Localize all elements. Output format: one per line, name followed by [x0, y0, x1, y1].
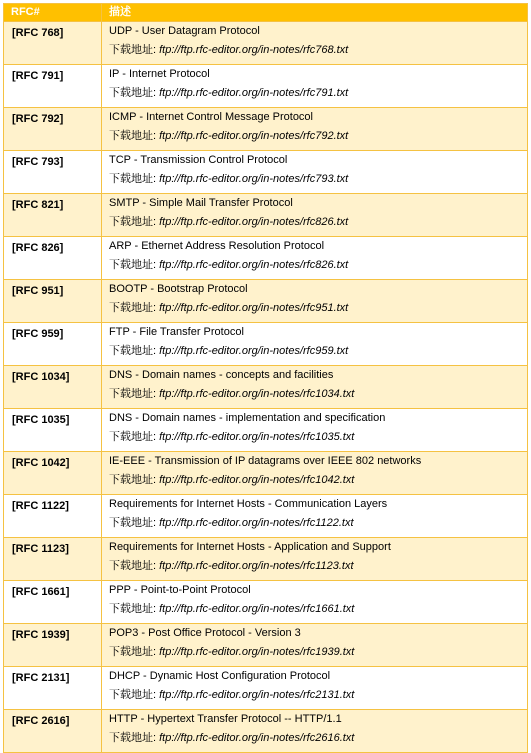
download-url-link[interactable]: ftp://ftp.rfc-editor.org/in-notes/rfc2616.txt — [159, 732, 355, 744]
download-label: 下载地址: — [109, 431, 160, 443]
rfc-description — [102, 65, 528, 108]
table-row — [4, 22, 528, 65]
download-line — [109, 686, 527, 705]
table-row — [4, 624, 528, 667]
download-line — [109, 127, 527, 146]
rfc-description — [102, 667, 528, 710]
rfc-title: Requirements for Internet Hosts - Application and Support — [109, 541, 391, 553]
download-label: 下载地址: — [109, 302, 160, 314]
rfc-description — [102, 280, 528, 323]
download-label: 下载地址: — [109, 216, 160, 228]
rfc-title: HTTP - Hypertext Transfer Protocol -- HTTP/1.1 — [109, 713, 342, 725]
download-label: 下载地址: — [109, 517, 160, 529]
rfc-description — [102, 409, 528, 452]
table-row — [4, 409, 528, 452]
download-label: 下载地址: — [109, 345, 160, 357]
download-url-link[interactable]: ftp://ftp.rfc-editor.org/in-notes/rfc792.txt — [159, 130, 349, 142]
download-url-link[interactable]: ftp://ftp.rfc-editor.org/in-notes/rfc951.txt — [159, 302, 349, 314]
rfc-title: DNS - Domain names - implementation and specification — [109, 412, 386, 424]
download-line — [109, 41, 527, 60]
table-row — [4, 65, 528, 108]
rfc-title: PPP - Point-to-Point Protocol — [109, 584, 251, 596]
rfc-number: [RFC 951] — [4, 280, 102, 323]
download-line — [109, 256, 527, 275]
download-line — [109, 342, 527, 361]
rfc-table — [3, 3, 528, 753]
rfc-description — [102, 581, 528, 624]
rfc-title: DHCP - Dynamic Host Configuration Protocol — [109, 670, 331, 682]
download-label: 下载地址: — [109, 646, 160, 658]
download-line — [109, 600, 527, 619]
rfc-number: [RFC 793] — [4, 151, 102, 194]
download-url-link[interactable]: ftp://ftp.rfc-editor.org/in-notes/rfc791.txt — [159, 87, 349, 99]
table-row — [4, 280, 528, 323]
download-line — [109, 557, 527, 576]
download-url-link[interactable]: ftp://ftp.rfc-editor.org/in-notes/rfc1035.txt — [159, 431, 355, 443]
rfc-number: [RFC 1035] — [4, 409, 102, 452]
download-line — [109, 428, 527, 447]
rfc-title: SMTP - Simple Mail Transfer Protocol — [109, 197, 293, 209]
download-url-link[interactable]: ftp://ftp.rfc-editor.org/in-notes/rfc1661.txt — [159, 603, 355, 615]
download-url-link[interactable]: ftp://ftp.rfc-editor.org/in-notes/rfc1042.txt — [159, 474, 355, 486]
download-label: 下载地址: — [109, 87, 160, 99]
download-url-link[interactable]: ftp://ftp.rfc-editor.org/in-notes/rfc826.txt — [159, 216, 349, 228]
rfc-number: [RFC 826] — [4, 237, 102, 280]
rfc-number: [RFC 1034] — [4, 366, 102, 409]
download-line — [109, 471, 527, 490]
download-line — [109, 385, 527, 404]
download-line — [109, 84, 527, 103]
download-line — [109, 643, 527, 662]
download-url-link[interactable]: ftp://ftp.rfc-editor.org/in-notes/rfc1939.txt — [159, 646, 355, 658]
rfc-number: [RFC 2131] — [4, 667, 102, 710]
rfc-description — [102, 108, 528, 151]
download-label: 下载地址: — [109, 259, 160, 271]
header-rfc-number: RFC# — [4, 4, 102, 22]
rfc-description — [102, 452, 528, 495]
header-description: 描述 — [102, 4, 528, 22]
rfc-title: IE-EEE - Transmission of IP datagrams over IEEE 802 networks — [109, 455, 422, 467]
rfc-number: [RFC 959] — [4, 323, 102, 366]
download-url-link[interactable]: ftp://ftp.rfc-editor.org/in-notes/rfc1122.txt — [159, 517, 354, 529]
download-line — [109, 213, 527, 232]
rfc-title: ICMP - Internet Control Message Protocol — [109, 111, 313, 123]
download-label: 下载地址: — [109, 689, 160, 701]
download-label: 下载地址: — [109, 732, 160, 744]
table-row — [4, 581, 528, 624]
rfc-number: [RFC 2616] — [4, 710, 102, 753]
download-line — [109, 299, 527, 318]
rfc-title: POP3 - Post Office Protocol - Version 3 — [109, 627, 301, 639]
download-label: 下载地址: — [109, 388, 160, 400]
rfc-number: [RFC 792] — [4, 108, 102, 151]
rfc-number: [RFC 791] — [4, 65, 102, 108]
download-label: 下载地址: — [109, 173, 160, 185]
rfc-number: [RFC 1122] — [4, 495, 102, 538]
download-label: 下载地址: — [109, 474, 160, 486]
table-body — [4, 22, 528, 753]
rfc-number: [RFC 821] — [4, 194, 102, 237]
download-url-link[interactable]: ftp://ftp.rfc-editor.org/in-notes/rfc1123.txt — [159, 560, 354, 572]
rfc-description — [102, 624, 528, 667]
download-url-link[interactable]: ftp://ftp.rfc-editor.org/in-notes/rfc1034.txt — [159, 388, 355, 400]
table-row — [4, 194, 528, 237]
rfc-number: [RFC 1123] — [4, 538, 102, 581]
table-row — [4, 108, 528, 151]
rfc-description — [102, 495, 528, 538]
table-row — [4, 237, 528, 280]
download-url-link[interactable]: ftp://ftp.rfc-editor.org/in-notes/rfc793.txt — [159, 173, 349, 185]
table-row — [4, 667, 528, 710]
download-label: 下载地址: — [109, 560, 160, 572]
table-row — [4, 538, 528, 581]
rfc-title: FTP - File Transfer Protocol — [109, 326, 244, 338]
table-row — [4, 495, 528, 538]
rfc-number: [RFC 768] — [4, 22, 102, 65]
download-line — [109, 514, 527, 533]
rfc-description — [102, 151, 528, 194]
table-row — [4, 366, 528, 409]
table-row — [4, 151, 528, 194]
rfc-description — [102, 323, 528, 366]
download-url-link[interactable]: ftp://ftp.rfc-editor.org/in-notes/rfc2131.txt — [159, 689, 355, 701]
download-url-link[interactable]: ftp://ftp.rfc-editor.org/in-notes/rfc768.txt — [159, 44, 349, 56]
rfc-description — [102, 538, 528, 581]
rfc-description — [102, 22, 528, 65]
rfc-title: BOOTP - Bootstrap Protocol — [109, 283, 248, 295]
rfc-title: ARP - Ethernet Address Resolution Protocol — [109, 240, 325, 252]
download-label: 下载地址: — [109, 44, 160, 56]
rfc-description — [102, 366, 528, 409]
rfc-description — [102, 237, 528, 280]
rfc-number: [RFC 1042] — [4, 452, 102, 495]
rfc-description — [102, 710, 528, 753]
table-header-row — [4, 4, 528, 22]
rfc-title: IP - Internet Protocol — [109, 68, 210, 80]
download-url-link[interactable]: ftp://ftp.rfc-editor.org/in-notes/rfc826.txt — [159, 259, 349, 271]
download-url-link[interactable]: ftp://ftp.rfc-editor.org/in-notes/rfc959.txt — [159, 345, 349, 357]
rfc-description — [102, 194, 528, 237]
rfc-title: DNS - Domain names - concepts and facilities — [109, 369, 334, 381]
download-line — [109, 729, 527, 748]
download-line — [109, 170, 527, 189]
rfc-title: UDP - User Datagram Protocol — [109, 25, 260, 37]
rfc-title: TCP - Transmission Control Protocol — [109, 154, 288, 166]
table-row — [4, 710, 528, 753]
table-row — [4, 452, 528, 495]
download-label: 下载地址: — [109, 130, 160, 142]
rfc-number: [RFC 1939] — [4, 624, 102, 667]
rfc-title: Requirements for Internet Hosts - Communication Layers — [109, 498, 388, 510]
download-label: 下载地址: — [109, 603, 160, 615]
table-row — [4, 323, 528, 366]
rfc-number: [RFC 1661] — [4, 581, 102, 624]
